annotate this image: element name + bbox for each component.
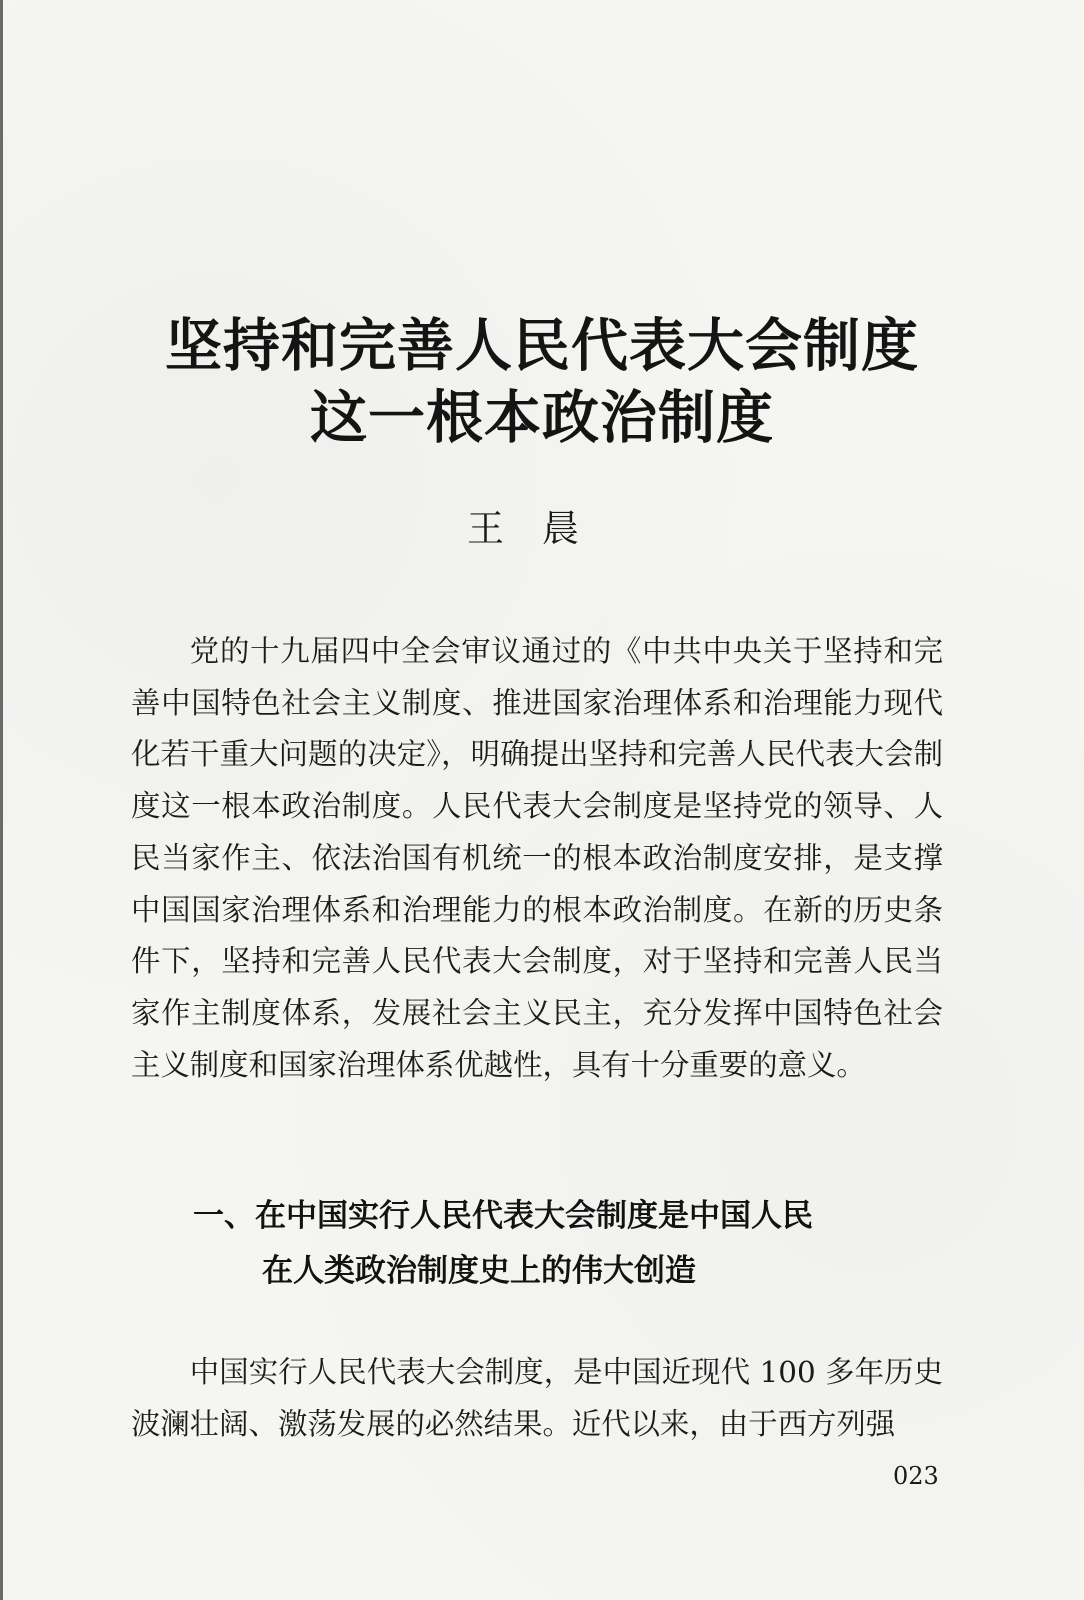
author-name: 王晨: [467, 507, 617, 550]
section-heading-line-2: 在人类政治制度史上的伟大创造: [262, 1253, 696, 1289]
title-line-2: 这一根本政治制度: [310, 384, 774, 451]
section-paragraph: 中国实行人民代表大会制度，是中国近现代 100 多年历史波澜壮阔、激荡发展的必然结果。近代以来，由于西方列强: [131, 1355, 943, 1441]
intro-paragraph: 党的十九届四中全会审议通过的《中共中央关于坚持和完善中国特色社会主义制度、推进国家治理体系和治理能力现代化若干重大问题的决定》，明确提出坚持和完善人民代表大会制度这一根本政治制度。人民代表大会制度是坚持党的领导、人民当家作主、依法治国有机统一的根本政治制度安排，是支撑中国国家治理体系和治理能力的根本政治制度。在新的历史条件下，坚持和完善人民代表大会制度，对于坚持和完善人民当家作主制度体系，发展社会主义民主，充分发挥中国特色社会主义制度和国家治理体系优越性，具有十分重要的意义。: [131, 634, 943, 1082]
title-line-1: 坚持和完善人民代表大会制度: [165, 312, 919, 379]
page-edge: [0, 0, 3, 1600]
page-number: 023: [893, 1462, 939, 1490]
section-heading-line-1: 一、在中国实行人民代表大会制度是中国人民: [193, 1198, 813, 1234]
